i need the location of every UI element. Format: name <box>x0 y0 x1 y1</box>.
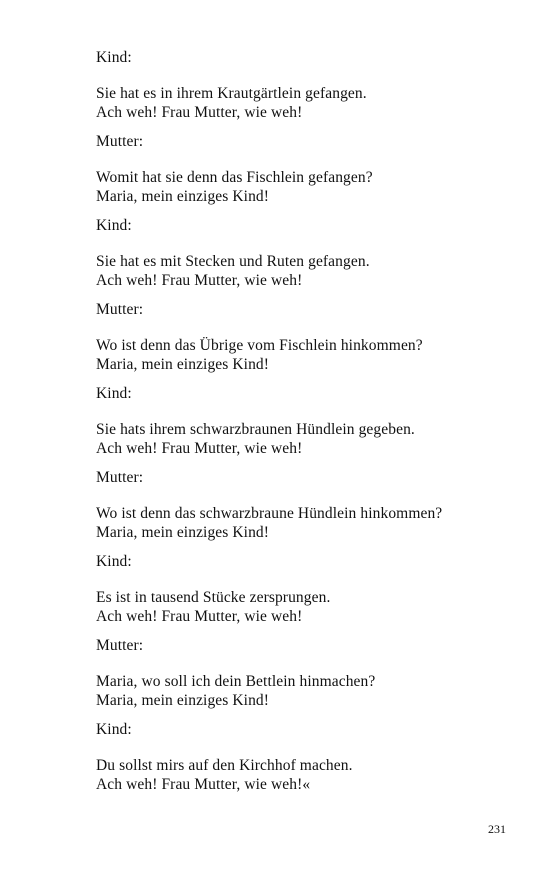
verse-line: Ach weh! Frau Mutter, wie weh! <box>96 608 303 625</box>
verse-line: Es ist in tausend Stücke zersprungen. <box>96 589 331 606</box>
verse-line: Sie hat es in ihrem Krautgärtlein gefangen. <box>96 85 367 102</box>
speaker-label: Mutter: <box>96 637 144 654</box>
verse-line: Ach weh! Frau Mutter, wie weh!« <box>96 776 311 793</box>
verse-line: Maria, mein einziges Kind! <box>96 692 270 709</box>
speaker-label: Kind: <box>96 553 132 570</box>
speaker-label: Mutter: <box>96 469 144 486</box>
verse-line: Du sollst mirs auf den Kirchhof machen. <box>96 757 353 774</box>
verse-line: Wo ist denn das Übrige vom Fischlein hinkommen? <box>96 337 423 354</box>
verse-line: Sie hats ihrem schwarzbraunen Hündlein gegeben. <box>96 421 415 438</box>
verse-line: Ach weh! Frau Mutter, wie weh! <box>96 272 303 289</box>
speaker-label: Kind: <box>96 721 132 738</box>
speaker-label: Mutter: <box>96 301 144 318</box>
verse-line: Maria, mein einziges Kind! <box>96 524 270 541</box>
verse-line: Wo ist denn das schwarzbraune Hündlein hinkommen? <box>96 505 443 522</box>
verse-line: Womit hat sie denn das Fischlein gefangen? <box>96 169 373 186</box>
verse-line: Sie hat es mit Stecken und Ruten gefangen. <box>96 253 370 270</box>
verse-line: Ach weh! Frau Mutter, wie weh! <box>96 104 303 121</box>
verse-line: Maria, mein einziges Kind! <box>96 188 270 205</box>
speaker-label: Kind: <box>96 385 132 402</box>
speaker-label: Mutter: <box>96 133 144 150</box>
verse-line: Maria, wo soll ich dein Bettlein hinmachen? <box>96 673 376 690</box>
speaker-label: Kind: <box>96 217 132 234</box>
page-number: 231 <box>488 822 506 836</box>
speaker-label: Kind: <box>96 49 132 66</box>
verse-line: Ach weh! Frau Mutter, wie weh! <box>96 440 303 457</box>
verse-line: Maria, mein einziges Kind! <box>96 356 270 373</box>
